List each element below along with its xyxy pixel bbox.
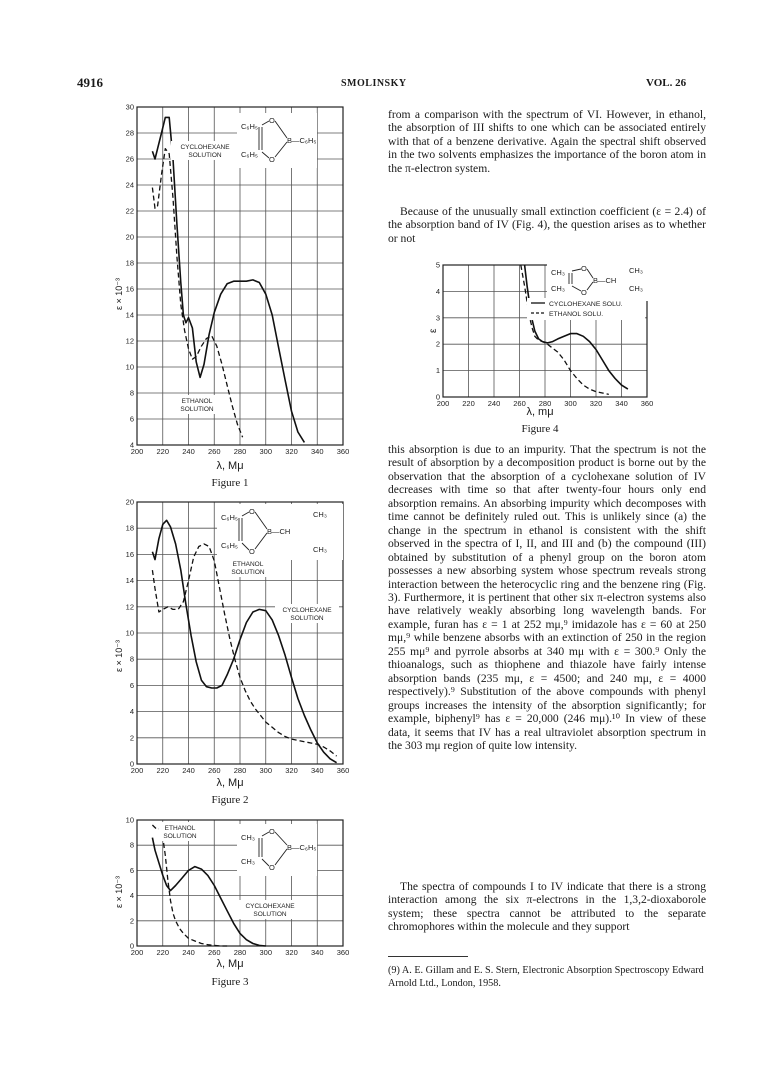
figure-4-plot — [435, 260, 654, 408]
paragraph-4 — [388, 880, 706, 934]
fig2-plot-area — [126, 498, 350, 776]
fig4-legend-label: CYCLOHEXANE SOLU. — [549, 301, 623, 308]
paragraph-1 — [388, 108, 706, 175]
fig4-x-tick-label: 280 — [538, 399, 552, 408]
fig2-y-tick-label: 4 — [129, 707, 134, 717]
fig2-y-tick-label: 16 — [125, 549, 134, 559]
fig1-structure-label: B—C₆H₅ — [287, 136, 317, 145]
fig2-structure-label: C₆H₅ — [221, 513, 238, 522]
fig4-x-tick-label: 260 — [513, 399, 526, 408]
figure-1 — [125, 102, 350, 456]
fig4-y-tick-label: 5 — [435, 260, 440, 270]
fig3-x-tick-label: 280 — [233, 948, 247, 957]
fig3-structure — [237, 824, 317, 876]
fig2-y-tick-label: 14 — [125, 576, 134, 586]
fig3-x-tick-label: 200 — [130, 948, 144, 957]
fig2-y-tick-label: 0 — [129, 759, 134, 769]
fig3-structure-label: CH₃ — [241, 857, 255, 866]
fig3-y-tick-label: 6 — [129, 865, 134, 875]
figure-4-ylabel: ε — [428, 328, 439, 333]
fig2-annotation-label: SOLUTION — [290, 615, 324, 622]
figure-2-plot — [125, 497, 350, 775]
paragraph-3-text: this absorption is due to an impurity. That the spectrum is not the result of absorption by a decomposition product is borne out by the observation that the absorption of a cyclohexane solution of IV decreases with time so that after twenty-four hours only end absorption remains. An absorbing impurity which decomposes with time cannot be definitely ruled out. This is unlikely since (a) the change in the spectrum in ethanol is consistent with the shift observed in the spectra of I, II, and III and (b) the compound (III) obtained by substitution of a phenyl group on the boron atom possesses a new absorbing system whose spectrum reveals strong interaction between the heterocyclic ring and the benzene ring (Fig. 3). Furthermore, it is pertinent that other six π-electron systems also have relatively weakly absorbing long wavelength bands. For example, furan has ε = 1 at 252 mμ,⁹ imidazole has ε = 60 at 250 mμ,⁹ while benzene absorbs with an extinction of 250 in the region 255 mμ⁹ and pyrrole absorbs at 340 mμ with ε = 300.⁹ Only the thioanalogs, such as thiophene and thiazole have fairly intense absorption bands (235 mμ, ε = 4500; and 240 mμ, ε = 4000 respectively).⁹ Substitution of the above compounds with phenyl groups increases the intensity of the absorption significantly; for example, biphenyl⁹ has ε = 20,000 (246 mμ).¹⁰ In view of these data, it seems that IV has a real ultraviolet absorption spectrum in the 303 mμ region of quite low intensity. — [388, 443, 706, 752]
fig4-y-tick-label: 4 — [435, 286, 440, 296]
paragraph-4-text: The spectra of compounds I to IV indicate that there is a strong interaction among the six π-electrons in the 1,3,2-dioxaborole system; these spectra cannot be attributed to the separate chromophores within the molecule and they support — [388, 880, 706, 934]
fig1-y-tick-label: 26 — [125, 154, 134, 164]
figure-3-plot — [125, 815, 350, 957]
fig2-annotation-label: CYCLOHEXANE — [282, 607, 332, 614]
fig3-plot-area — [126, 816, 350, 958]
fig1-annotation-label: ETHANOL — [181, 398, 213, 405]
fig1-y-tick-label: 18 — [125, 258, 134, 268]
fig1-y-tick-label: 16 — [125, 284, 134, 294]
fig1-x-tick-label: 340 — [310, 447, 324, 456]
fig4-x-tick-label: 360 — [640, 399, 654, 408]
fig1-y-tick-label: 28 — [125, 128, 134, 138]
fig2-y-tick-label: 18 — [125, 523, 134, 533]
figure-2-caption: Figure 2 — [211, 794, 249, 806]
fig1-annotation-label: SOLUTION — [180, 406, 214, 413]
figure-1-xlabel: λ, Mμ — [216, 460, 244, 472]
fig3-annotation-label: SOLUTION — [253, 911, 287, 918]
fig4-structure-label: CH₃ — [551, 268, 565, 277]
fig4-structure-label: CH₃ — [551, 284, 565, 293]
fig1-x-tick-label: 260 — [207, 447, 221, 456]
fig2-structure-label: O — [249, 547, 255, 556]
fig3-annotation-label: ETHANOL — [164, 825, 196, 832]
figure-1-plot — [125, 102, 350, 456]
figure-3-caption: Figure 3 — [211, 976, 249, 988]
fig4-x-tick-label: 340 — [615, 399, 628, 408]
fig3-x-tick-label: 240 — [182, 948, 195, 957]
fig2-x-tick-label: 320 — [285, 766, 298, 775]
fig2-x-tick-label: 280 — [233, 766, 247, 775]
fig1-plot-area — [126, 103, 350, 457]
fig2-x-tick-label: 340 — [310, 766, 324, 775]
fig3-x-tick-label: 260 — [207, 948, 221, 957]
fig1-y-tick-label: 24 — [125, 180, 134, 190]
fig1-y-tick-label: 14 — [125, 310, 134, 320]
figure-2-ylabel: ε × 10⁻³ — [114, 639, 124, 672]
fig2-x-tick-label: 220 — [156, 766, 170, 775]
figure-1-ylabel: ε × 10⁻³ — [114, 277, 124, 310]
fig1-x-tick-label: 300 — [259, 447, 273, 456]
fig3-annotation-label: SOLUTION — [163, 833, 197, 840]
fig4-x-tick-label: 300 — [564, 399, 577, 408]
fig3-structure-label: CH₃ — [241, 833, 255, 842]
fig3-x-tick-label: 320 — [285, 948, 298, 957]
figure-2 — [125, 497, 350, 775]
fig2-y-tick-label: 10 — [125, 628, 134, 638]
fig1-y-tick-label: 4 — [129, 440, 134, 450]
fig2-structure-label: CH₃ — [313, 545, 327, 554]
fig2-y-tick-label: 6 — [129, 680, 134, 690]
fig1-y-tick-label: 20 — [125, 232, 134, 242]
fig2-x-tick-label: 240 — [182, 766, 195, 775]
fig4-x-tick-label: 240 — [487, 399, 501, 408]
fig1-x-tick-label: 240 — [182, 447, 195, 456]
fig1-annotation-label: CYCLOHEXANE — [180, 144, 230, 151]
fig4-structure-label: CH₃ — [629, 284, 643, 293]
fig1-x-tick-label: 280 — [233, 447, 247, 456]
fig3-y-tick-label: 4 — [129, 891, 134, 901]
fig1-x-tick-label: 200 — [130, 447, 144, 456]
fig1-y-tick-label: 12 — [125, 336, 134, 346]
figure-1-caption: Figure 1 — [211, 477, 249, 489]
fig4-structure-label: CH₃ — [629, 266, 643, 275]
figure-3-ylabel: ε × 10⁻³ — [114, 875, 124, 908]
fig3-y-tick-label: 2 — [129, 916, 134, 926]
fig1-x-tick-label: 220 — [156, 447, 170, 456]
fig1-annotation-label: SOLUTION — [188, 152, 222, 159]
fig1-x-tick-label: 360 — [336, 447, 350, 456]
fig1-y-tick-label: 6 — [129, 414, 134, 424]
fig4-y-tick-label: 3 — [435, 313, 440, 323]
fig2-x-tick-label: 260 — [207, 766, 221, 775]
footnote-rule — [388, 956, 468, 957]
figure-3 — [125, 815, 350, 957]
paragraph-2-text: Because of the unusually small extinction coefficient (ε = 2.4) of the absorption band of IV (Fig. 4), the question arises as to whether or not — [388, 205, 706, 245]
fig2-y-tick-label: 8 — [129, 654, 134, 664]
fig2-annotation-label: ETHANOL — [232, 561, 264, 568]
fig2-annotation-label: SOLUTION — [231, 569, 265, 576]
fig3-y-tick-label: 0 — [129, 941, 134, 951]
figure-4 — [435, 260, 654, 408]
fig4-structure-label: O — [581, 288, 587, 297]
fig1-structure-label: O — [269, 155, 275, 164]
fig2-x-tick-label: 300 — [259, 766, 273, 775]
paragraph-3 — [388, 443, 706, 752]
fig3-x-tick-label: 300 — [259, 948, 273, 957]
fig4-y-tick-label: 2 — [435, 339, 440, 349]
fig4-x-tick-label: 200 — [436, 399, 450, 408]
fig4-plot-area — [436, 261, 659, 409]
fig4-x-tick-label: 320 — [589, 399, 603, 408]
fig3-y-tick-label: 10 — [125, 815, 134, 825]
fig3-structure-label: O — [269, 827, 275, 836]
volume-label: VOL. 26 — [646, 77, 687, 89]
paragraph-1-text: from a comparison with the spectrum of VI. However, in ethanol, the absorption of III shifts to one which can be associated entirely with that of a benzene derivative. Again the spectral shift observed in the two solvents emphasizes the importance of the boron atom in the π-electron system. — [388, 108, 706, 175]
figure-3-xlabel: λ, Mμ — [216, 958, 244, 970]
fig2-x-tick-label: 360 — [336, 766, 350, 775]
fig1-y-tick-label: 10 — [125, 362, 134, 372]
fig4-structure-label: O — [581, 264, 587, 273]
page-number: 4916 — [77, 75, 103, 90]
fig4-x-tick-label: 220 — [462, 399, 475, 408]
fig3-x-tick-label: 360 — [336, 948, 350, 957]
fig4-legend-label: ETHANOL SOLU. — [549, 311, 604, 318]
fig4-structure — [547, 261, 659, 301]
fig3-series-ethanol-line — [152, 825, 227, 946]
fig1-y-tick-label: 8 — [129, 388, 134, 398]
fig2-y-tick-label: 12 — [125, 602, 134, 612]
fig1-structure-label: C₆H₅ — [241, 150, 258, 159]
fig1-structure-label: C₆H₅ — [241, 122, 258, 131]
fig1-structure — [237, 113, 317, 168]
fig3-y-tick-label: 8 — [129, 840, 134, 850]
figure-2-xlabel: λ, Mμ — [216, 777, 244, 789]
footnote-text: (9) A. E. Gillam and E. S. Stern, Electronic Absorption Spectroscopy Edward Arnold Ltd., London, 1958. — [388, 965, 704, 989]
fig1-structure-label: O — [269, 116, 275, 125]
running-head: SMOLINSKY — [341, 78, 407, 89]
fig2-structure-label: CH₃ — [313, 510, 327, 519]
fig3-structure-label: B—C₆H₅ — [287, 843, 317, 852]
fig2-structure-label: O — [249, 507, 255, 516]
fig2-structure-label: B—CH — [267, 527, 291, 536]
fig4-structure-label: B—CH — [593, 276, 617, 285]
fig4-y-tick-label: 0 — [435, 392, 440, 402]
fig3-structure-label: O — [269, 863, 275, 872]
footnote — [388, 964, 706, 990]
fig1-y-tick-label: 22 — [125, 206, 134, 216]
paragraph-2 — [388, 205, 706, 245]
fig3-x-tick-label: 220 — [156, 948, 170, 957]
fig4-legend — [527, 298, 645, 320]
fig3-annotation-label: CYCLOHEXANE — [245, 903, 295, 910]
figure-4-caption: Figure 4 — [521, 423, 559, 435]
fig1-series-ethanol-line — [152, 149, 242, 438]
figure-4-xlabel: λ, mμ — [526, 406, 554, 418]
fig4-y-tick-label: 1 — [435, 366, 440, 376]
fig2-structure-label: C₆H₅ — [221, 541, 238, 550]
fig1-x-tick-label: 320 — [285, 447, 298, 456]
fig2-structure — [217, 504, 343, 560]
fig2-y-tick-label: 2 — [129, 733, 134, 743]
fig3-x-tick-label: 340 — [310, 948, 324, 957]
fig1-y-tick-label: 30 — [125, 102, 134, 112]
fig2-x-tick-label: 200 — [130, 766, 144, 775]
fig2-y-tick-label: 20 — [125, 497, 134, 507]
